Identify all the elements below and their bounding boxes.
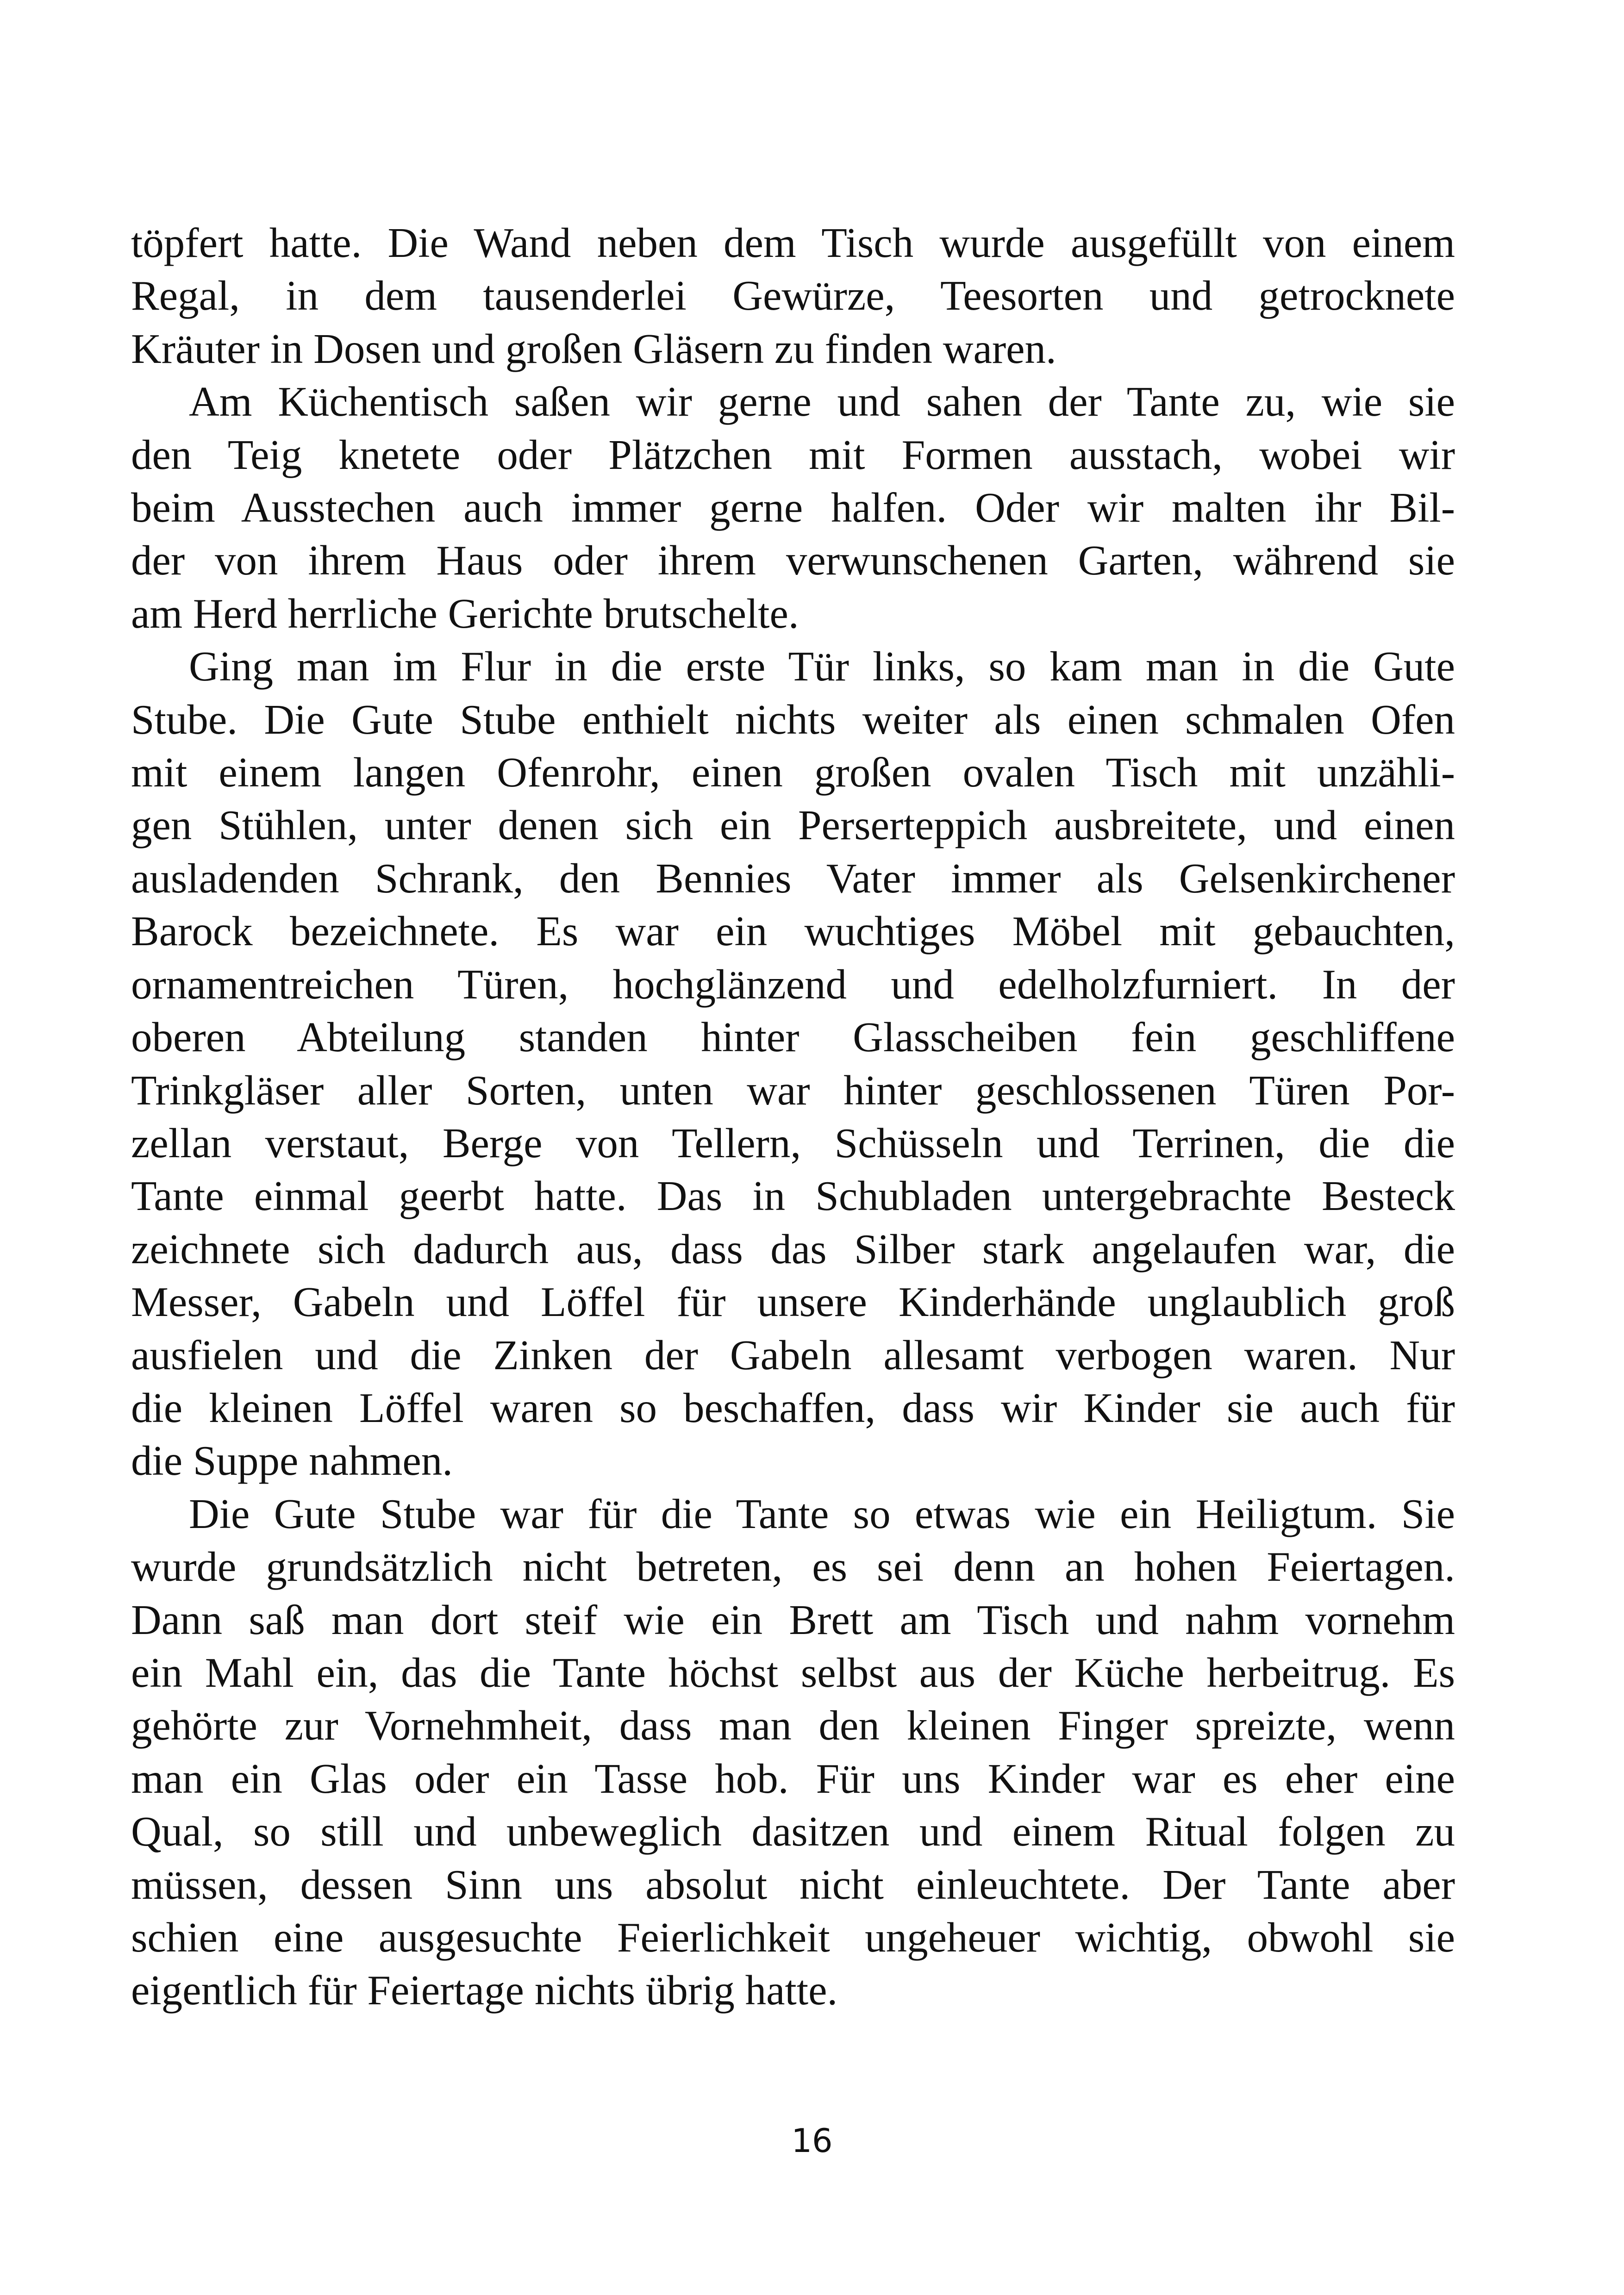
text-line: gehörte zur Vornehmheit, dass man den kleinen Finger spreizte, wenn bbox=[131, 1702, 1455, 1749]
paragraph bbox=[131, 640, 1455, 1488]
text-line: Am Küchentisch saßen wir gerne und sahen der Tante zu, wie sie bbox=[189, 378, 1455, 425]
text-line: beim Ausstechen auch immer gerne halfen. Oder wir malten ihr Bil- bbox=[131, 484, 1455, 531]
text-line: wurde grundsätzlich nicht betreten, es sei denn an hohen Feiertagen. bbox=[131, 1543, 1455, 1590]
text-line: zeichnete sich dadurch aus, dass das Silber stark angelaufen war, die bbox=[131, 1225, 1455, 1272]
text-line: gen Stühlen, unter denen sich ein Perserteppich ausbreitete, und einen bbox=[131, 802, 1455, 849]
text-line: Die Gute Stube war für die Tante so etwas wie ein Heiligtum. Sie bbox=[189, 1490, 1455, 1537]
paragraph bbox=[131, 217, 1455, 375]
text-line: Barock bezeichnete. Es war ein wuchtiges Möbel mit gebauchten, bbox=[131, 908, 1455, 955]
text-line: müssen, dessen Sinn uns absolut nicht einleuchtete. Der Tante aber bbox=[131, 1861, 1455, 1908]
text-line: oberen Abteilung standen hinter Glasscheiben fein geschliffene bbox=[131, 1014, 1455, 1061]
text-line: ausladenden Schrank, den Bennies Vater immer als Gelsenkirchener bbox=[131, 854, 1455, 902]
text-line: die Suppe nahmen. bbox=[131, 1437, 453, 1484]
text-line: man ein Glas oder ein Tasse hob. Für uns Kinder war es eher eine bbox=[131, 1755, 1455, 1802]
text-line: Tante einmal geerbt hatte. Das in Schubladen untergebrachte Besteck bbox=[131, 1172, 1455, 1220]
text-line: die kleinen Löffel waren so beschaffen, dass wir Kinder sie auch für bbox=[131, 1384, 1455, 1431]
text-line: Qual, so still und unbeweglich dasitzen und einem Ritual folgen zu bbox=[131, 1808, 1455, 1855]
text-line: der von ihrem Haus oder ihrem verwunschenen Garten, während sie bbox=[131, 537, 1455, 584]
text-line: den Teig knetete oder Plätzchen mit Formen ausstach, wobei wir bbox=[131, 431, 1455, 478]
text-line: Regal, in dem tausenderlei Gewürze, Teesorten und getrocknete bbox=[131, 272, 1455, 319]
text-line: Ging man im Flur in die erste Tür links, so kam man in die Gute bbox=[189, 643, 1455, 690]
page-number: 16 bbox=[791, 2122, 833, 2160]
paragraph bbox=[131, 1488, 1455, 2017]
text-line: Trinkgläser aller Sorten, unten war hinter geschlossenen Türen Por- bbox=[131, 1066, 1455, 1114]
body-text bbox=[131, 217, 1455, 2017]
text-line: zellan verstaut, Berge von Tellern, Schüsseln und Terrinen, die die bbox=[131, 1119, 1455, 1166]
text-line: schien eine ausgesuchte Feierlichkeit ungeheuer wichtig, obwohl sie bbox=[131, 1914, 1455, 1961]
text-line: ornamentreichen Türen, hochglänzend und edelholzfurniert. In der bbox=[131, 960, 1455, 1008]
text-line: töpfert hatte. Die Wand neben dem Tisch wurde ausgefüllt von einem bbox=[131, 219, 1455, 266]
text-line: ausfielen und die Zinken der Gabeln allesamt verbogen waren. Nur bbox=[131, 1331, 1455, 1378]
text-line: am Herd herrliche Gerichte brutschelte. bbox=[131, 590, 799, 637]
text-line: mit einem langen Ofenrohr, einen großen ovalen Tisch mit unzähli- bbox=[131, 749, 1455, 796]
text-line: Kräuter in Dosen und großen Gläsern zu finden waren. bbox=[131, 325, 1056, 372]
text-line: Messer, Gabeln und Löffel für unsere Kinderhände unglaublich groß bbox=[131, 1278, 1455, 1326]
paragraph bbox=[131, 375, 1455, 640]
text-line: Dann saß man dort steif wie ein Brett am Tisch und nahm vornehm bbox=[131, 1596, 1455, 1643]
text-line: ein Mahl ein, das die Tante höchst selbst aus der Küche herbeitrug. Es bbox=[131, 1649, 1455, 1696]
text-line: eigentlich für Feiertage nichts übrig hatte. bbox=[131, 1967, 838, 2014]
text-line: Stube. Die Gute Stube enthielt nichts weiter als einen schmalen Ofen bbox=[131, 696, 1455, 743]
